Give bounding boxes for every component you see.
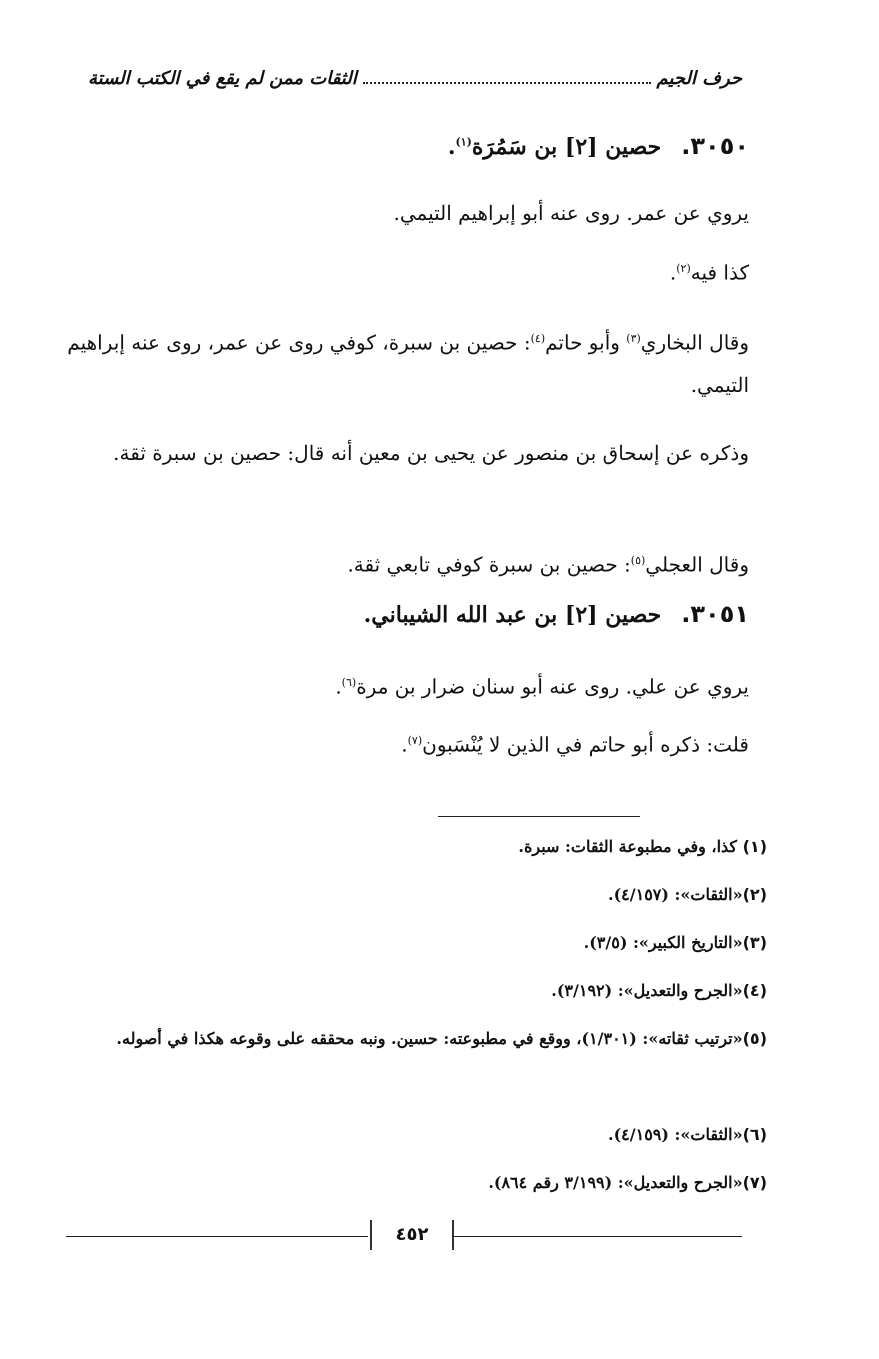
footnote [57,1164,767,1202]
entry-name: حصين [٢] بن سَمُرَة [471,134,662,160]
footnote-ref: (٧) [407,734,423,747]
footnote-text: «الجرح والتعديل»: (٣/١٩٢). [551,981,743,1000]
paragraph: قلت: ذكره أبو حاتم في الذين لا يُنْسَبون$^{(٧)}$. [401,732,749,757]
paragraph-text: يروي عن علي. روى عنه أبو سنان ضرار بن مرة [356,674,749,699]
footnote [57,1116,767,1154]
paragraph: كذا فيه$^{(٢)}$. [669,260,749,285]
page-number: ٤٥٢ [370,1220,454,1250]
entry-heading-3050: ٣٠٥٠.حصين [٢] بن سَمُرَة$^{(١)}$. [447,132,749,160]
entry-number: ٣٠٥١. [681,600,749,628]
footnote-text: «التاريخ الكبير»: (٣/٥). [583,933,743,952]
footnote-number: (٦) [742,1125,767,1144]
entry-number: ٣٠٥٠. [681,132,749,160]
bottom-rule [66,1236,368,1237]
footnote-ref: (٦) [341,676,357,689]
footnote-number: (٥) [742,1029,767,1048]
footnote-ref: (١) [455,135,472,149]
paragraph-text: : حصين بن سبرة، كوفي روى عن عمر، روى عنه إبراهيم التيمي. [67,330,749,397]
footnote [57,876,767,914]
paragraph-text: يروي عن عمر. روى عنه أبو إبراهيم التيمي. [393,201,749,225]
running-header [88,68,742,89]
footnote-ref: (٤) [530,332,546,345]
paragraph-text: وقال العجلي [645,552,749,577]
paragraph [59,432,749,474]
paragraph-text: وقال البخاري [640,330,749,355]
footnote [57,924,767,962]
paragraph [79,192,749,234]
paragraph-text: وأبو حاتم [545,330,627,355]
footnote-text: «ترتيب ثقاته»: (١/٣٠١)، ووقع في مطبوعته: حسين. ونبه محققه على وقوعه هكذا في أصوله. [116,1029,743,1048]
footnote-ref: (٢) [676,262,691,275]
footnote-text: «الجرح والتعديل»: (٣/١٩٩ رقم ٨٦٤). [488,1173,743,1192]
entry-heading-3051 [364,600,749,628]
footnote-text: كذا، وفي مطبوعة الثقات: سبرة. [518,837,743,856]
paragraph: يروي عن علي. روى عنه أبو سنان ضرار بن مرة$^{(٦)}$. [335,674,749,699]
footnote-number: (٤) [742,981,767,1000]
footnote-text: «الثقات»: (٤/١٥٩). [608,1125,743,1144]
footnote [57,828,767,866]
paragraph-text: كذا فيه [690,260,749,285]
header-book-title: الثقات ممن لم يقع في الكتب الستة [88,68,357,89]
paragraph-text: قلت: ذكره أبو حاتم في الذين لا يُنْسَبون [422,732,749,757]
paragraph [79,540,749,586]
footnote-text: «الثقات»: (٤/١٥٧). [608,885,743,904]
paragraph [59,318,749,406]
footnote-number: (٣) [742,933,767,952]
footnote [57,972,767,1010]
footnote-number: (٢) [742,885,767,904]
footnote-number: (١) [742,837,767,856]
header-dots [363,68,651,84]
paragraph-text: : حصين بن سبرة كوفي تابعي ثقة. [347,552,631,577]
bottom-rule [452,1236,742,1237]
header-chapter: حرف الجيم [656,68,742,89]
footnote-ref: (٥) [630,554,646,567]
footnote-separator [438,816,640,817]
entry-name: حصين [٢] بن عبد الله الشيباني. [363,602,662,628]
footnote-ref: (٣) [626,332,641,345]
footnote-number: (٧) [742,1173,767,1192]
paragraph-text: وذكره عن إسحاق بن منصور عن يحيى بن معين أنه قال: حصين بن سبرة ثقة. [113,441,749,465]
footnote [7,1020,767,1058]
